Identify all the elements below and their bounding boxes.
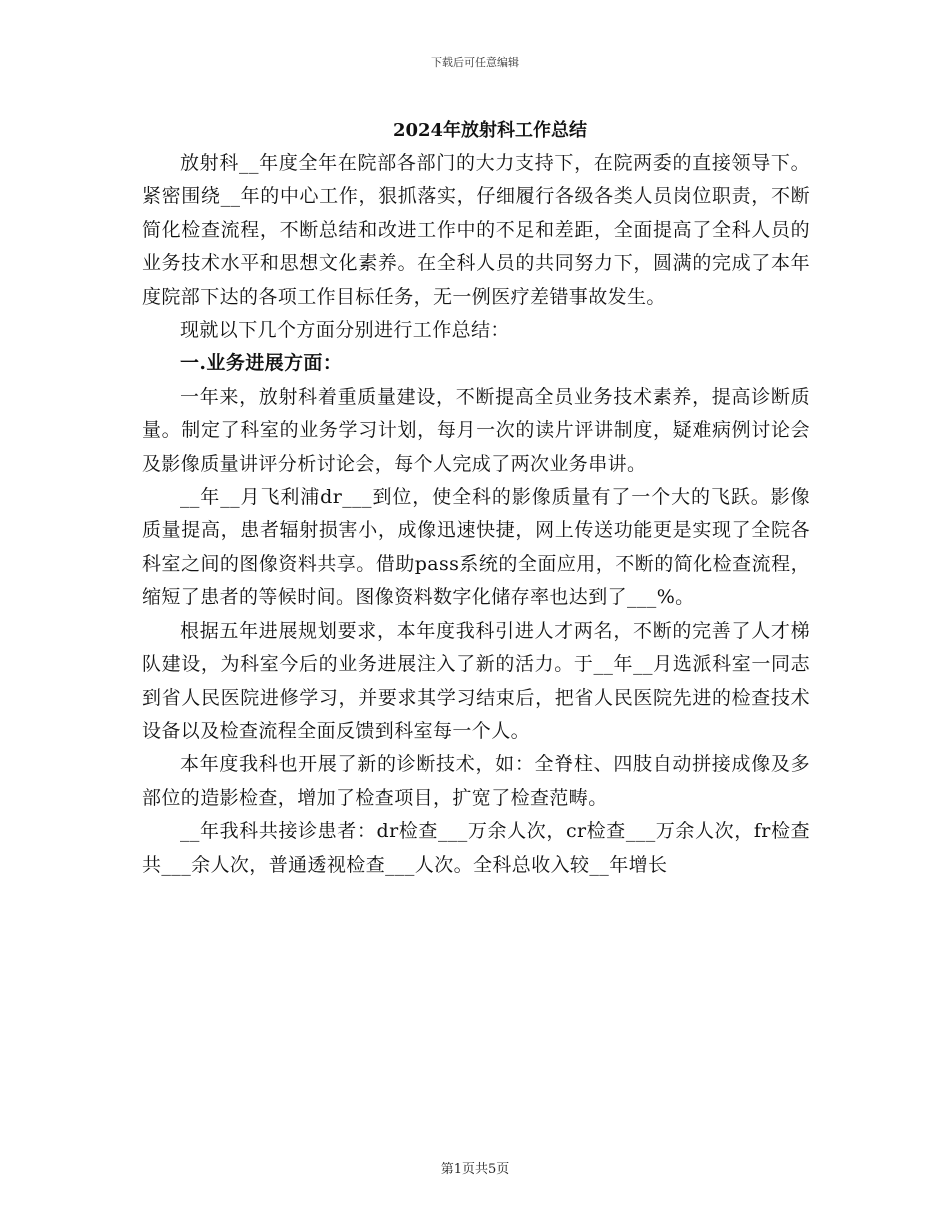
document-title: 2024年放射科工作总结 bbox=[392, 120, 588, 141]
paragraph-statistics: __年我科共接诊患者：dr检查___万余人次，cr检查___万余人次，fr检查共___余人次，普通透视检查___人次。全科总收入较__年增长 bbox=[142, 820, 810, 876]
paragraph-quality: 一年来，放射科着重质量建设，不断提高全员业务技术素养，提高诊断质量。制定了科室的业务学习计划，每月一次的读片评讲制度，疑难病例讨论会及影像质量讲评分析讨论会，每个人完成了两次业务串讲。 bbox=[142, 385, 810, 475]
paragraph-new-technology: 本年度我科也开展了新的诊断技术，如：全脊柱、四肢自动拼接成像及多部位的造影检查，增加了检查项目，扩宽了检查范畴。 bbox=[142, 753, 810, 809]
paragraph-equipment: __年__月飞利浦dr___到位，使全科的影像质量有了一个大的飞跃。影像质量提高，患者辐射损害小，成像迅速快捷，网上传送功能更是实现了全院各科室之间的图像资料共享。借助pass系统的全面应用，不断的简化检查流程，缩短了患者的等候时间。图像资料数字化储存率也达到了___%。 bbox=[142, 486, 810, 609]
paragraph-intro: 放射科__年度全年在院部各部门的大力支持下，在院两委的直接领导下。紧密围绕__年的中心工作，狠抓落实，仔细履行各级各类人员岗位职责，不断简化检查流程，不断总结和改进工作中的不足和差距，全面提高了全科人员的业务技术水平和思想文化素养。在全科人员的共同努力下，圆满的完成了本年度院部下达的各项工作目标任务，无一例医疗差错事故发生。 bbox=[142, 152, 810, 308]
paragraph-talent: 根据五年进展规划要求，本年度我科引进人才两名，不断的完善了人才梯队建设，为科室今后的业务进展注入了新的活力。于__年__月选派科室一同志到省人民医院进修学习，并要求其学习结束后，把省人民医院先进的检查技术设备以及检查流程全面反馈到科室每一个人。 bbox=[142, 619, 810, 742]
section-heading-business: 一.业务进展方面： bbox=[180, 352, 343, 375]
document-body bbox=[142, 147, 810, 882]
header-note: 下载后可任意编辑 bbox=[431, 56, 519, 69]
page-footer: 第1页共5页 bbox=[440, 1162, 510, 1177]
paragraph-overview: 现就以下几个方面分别进行工作总结： bbox=[180, 319, 510, 342]
